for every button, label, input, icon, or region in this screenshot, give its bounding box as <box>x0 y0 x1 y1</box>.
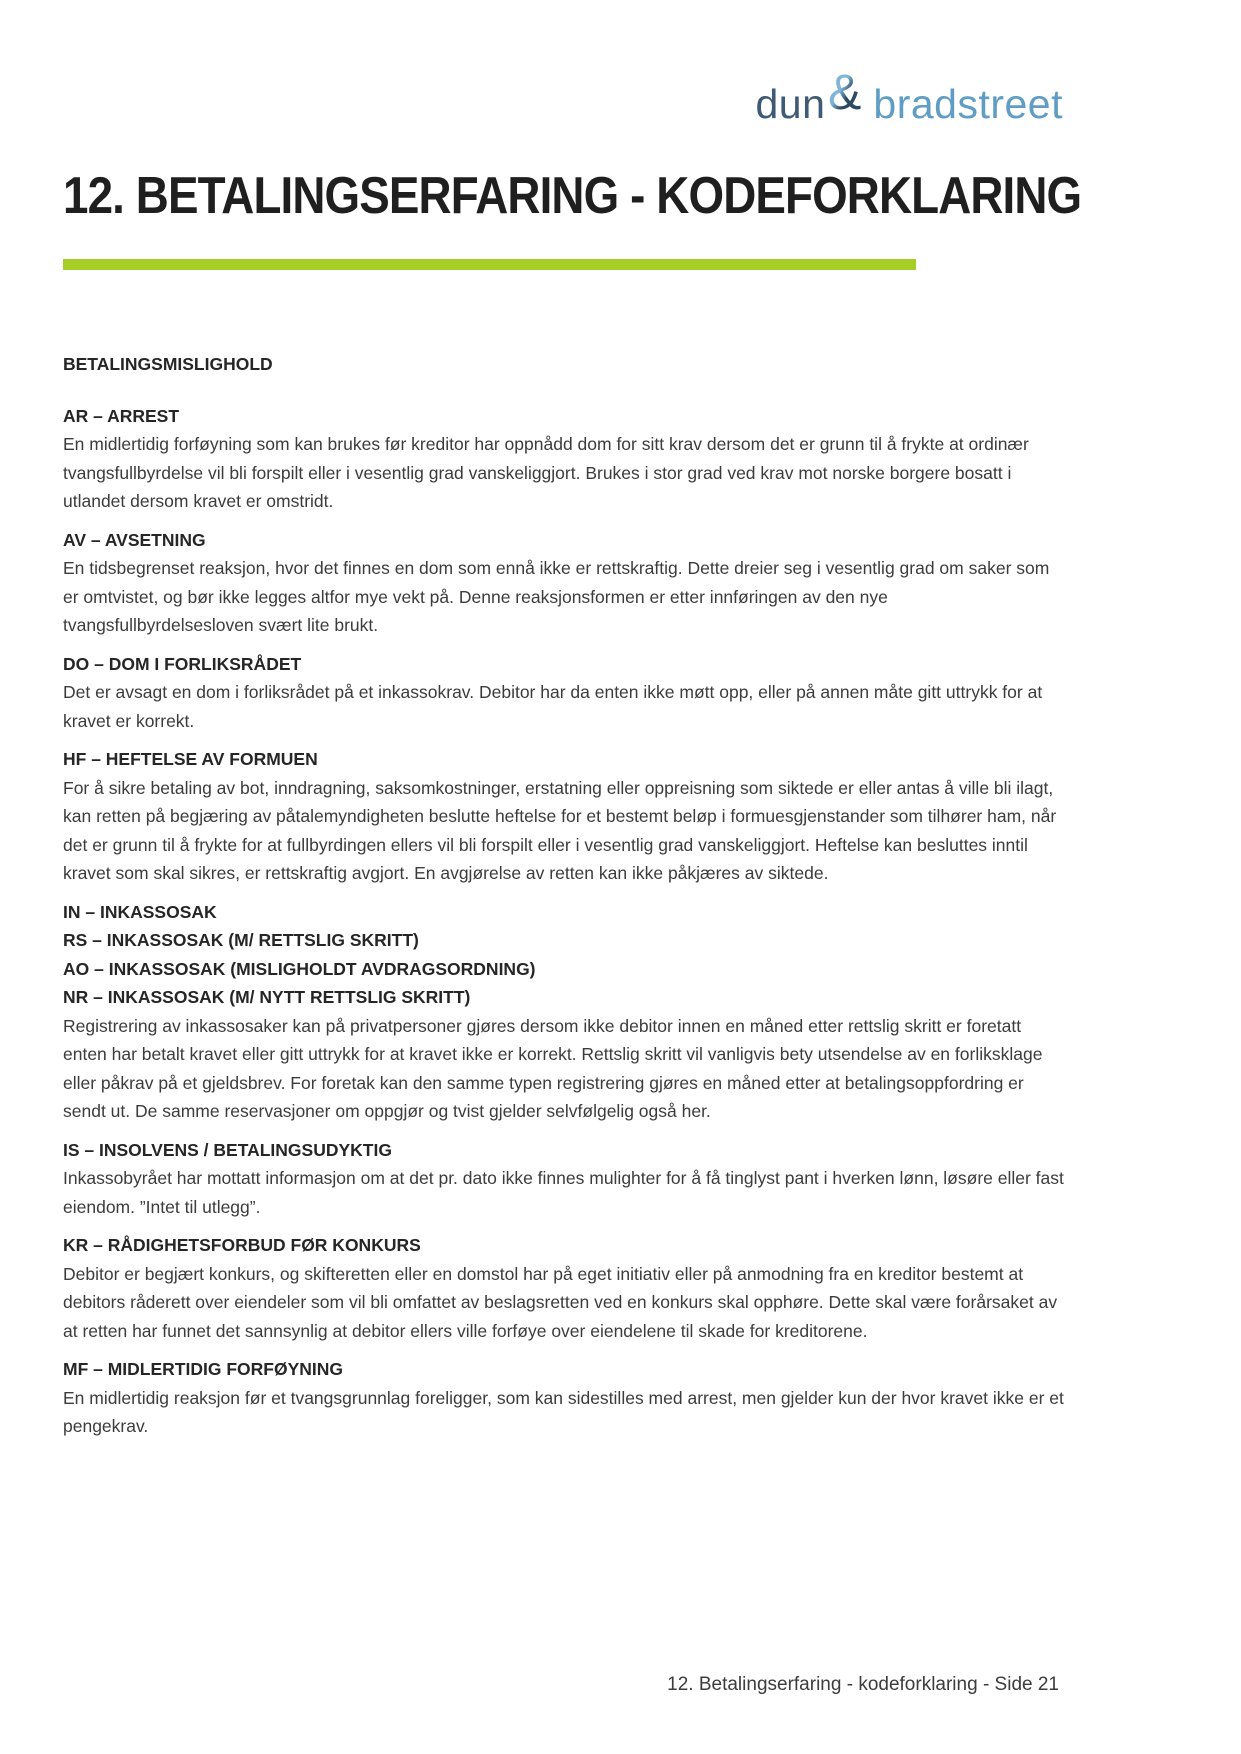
code-heading: IS – INSOLVENS / BETALINGSUDYKTIG <box>63 1139 392 1160</box>
code-heading: RS – INKASSOSAK (M/ RETTSLIG SKRITT) <box>63 930 419 950</box>
code-section <box>63 402 1065 516</box>
dun-bradstreet-logo <box>755 66 1063 128</box>
code-heading: KR – RÅDIGHETSFORBUD FØR KONKURS <box>63 1235 421 1255</box>
code-heading: MF – MIDLERTIDIG FORFØYNING <box>63 1359 343 1379</box>
code-description: Registrering av inkassosaker kan på privatpersoner gjøres dersom ikke debitor innen en måned etter rettslig skritt er foretatt enten har betalt kravet eller gitt uttrykk for at kravet ikke er korrekt. Rettslig skritt vil vanligvis bety utsendelse av en forliksklage eller påkrav på et gjeldsbrev. For foretak kan den samme typen registrering gjøres en måned etter at betalingsoppfordring er sendt ut. De samme reservasjoner om oppgjør og tvist gjelder selvfølgelig også her. <box>63 1015 1043 1121</box>
code-description: En tidsbegrenset reaksjon, hvor det finnes en dom som ennå ikke er rettskraftig. Dette dreier seg i vesentlig grad om saker som er omtvistet, og bør ikke legges altfor mye vekt på. Denne reaksjonsformen er etter innføringen av den nye tvangsfullbyrdelsesloven svært lite brukt. <box>63 558 1050 635</box>
accent-rule <box>63 259 916 270</box>
code-description: Debitor er begjært konkurs, og skifteretten eller en domstol har på eget initiativ eller på anmodning fra en kreditor bestemt at debitors råderett over eiendeler som vil bli omfattet av beslagsretten ved en konkurs skal opphøre. Dette skal være forårsaket av at retten har funnet det sannsynlig at debitor ellers ville forføye over eiendelene til skade for kreditorene. <box>63 1263 1058 1341</box>
code-description: Inkassobyrået har mottatt informasjon om at det pr. dato ikke finnes mulighter for å få tinglyst pant i hverken lønn, løsøre eller fast eiendom. ”Intet til utlegg”. <box>63 1168 1064 1217</box>
code-section <box>63 1136 1065 1222</box>
code-heading: AO – INKASSOSAK (MISLIGHOLDT AVDRAGSORDNING) <box>63 958 536 979</box>
code-heading: AV – AVSETNING <box>63 529 206 550</box>
document-body <box>63 350 1065 1441</box>
code-section <box>63 1231 1065 1345</box>
code-heading: HF – HEFTELSE AV FORMUEN <box>63 749 318 769</box>
code-section <box>63 526 1065 640</box>
ampersand-icon <box>828 66 872 118</box>
code-section <box>63 898 1065 1126</box>
code-section <box>63 650 1065 736</box>
logo-text-bradstreet: bradstreet <box>873 81 1063 127</box>
code-section <box>63 745 1065 888</box>
code-heading: NR – INKASSOSAK (M/ NYTT RETTSLIG SKRITT) <box>63 987 471 1007</box>
logo-text-dun: dun <box>755 81 826 127</box>
category-heading: BETALINGSMISLIGHOLD <box>63 354 273 374</box>
svg-text:&: & <box>828 66 862 118</box>
page-footer: 12. Betalingserfaring - kodeforklaring - Side 21 <box>667 1674 1059 1695</box>
code-description: For å sikre betaling av bot, inndragning, saksomkostninger, erstatning eller oppreisning som siktede er eller antas å ville bli ilagt, kan retten på begjæring av påtalemyndigheten beslutte heftelse for et bestemt beløp i formuesgjenstander som tilhører ham, når det er grunn til å frykte for at fullbyrdingen ellers vil bli forspilt eller i vesentlig grad vanskeliggjort. Heftelse kan besluttes inntil kravet som skal sikres, er rettskraftig avgjort. En avgjørelse av retten kan ikke påkjæres av siktede. <box>63 777 1057 883</box>
page-title: 12. BETALINGSERFARING - KODEFORKLARING <box>63 167 1082 225</box>
code-heading: DO – DOM I FORLIKSRÅDET <box>63 653 302 674</box>
code-heading: AR – ARREST <box>63 405 180 426</box>
code-description: En midlertidig forføyning som kan brukes før kreditor har oppnådd dom for sitt krav dersom det er grunn til å frykte at ordinær tvangsfullbyrdelse vil bli forspilt eller i vesentlig grad vanskeliggjort. Brukes i stor grad ved krav mot norske borgere bosatt i utlandet dersom kravet er omstridt. <box>63 434 1029 511</box>
code-section <box>63 1355 1065 1441</box>
code-description: Det er avsagt en dom i forliksrådet på et inkassokrav. Debitor har da enten ikke møtt opp, eller på annen måte gitt uttrykk for at kravet er korrekt. <box>63 682 1043 731</box>
code-heading: IN – INKASSOSAK <box>63 901 217 922</box>
code-description: En midlertidig reaksjon før et tvangsgrunnlag foreligger, som kan sidestilles med arrest, men gjelder kun der hvor kravet ikke er et pengekrav. <box>63 1387 1064 1436</box>
